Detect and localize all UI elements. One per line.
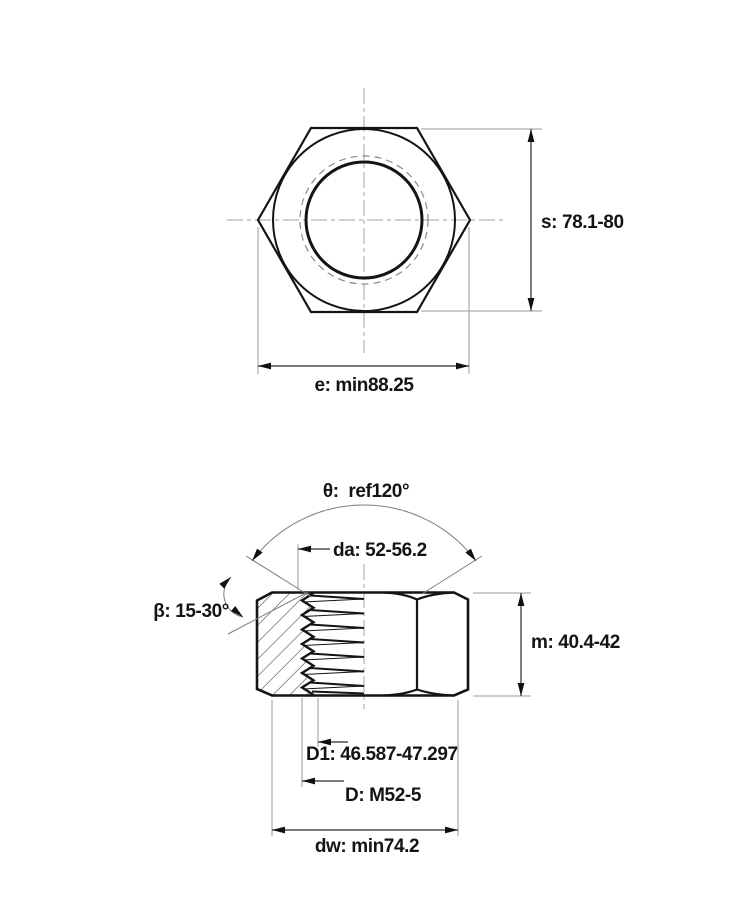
d1-dimension-label: D1: 46.587-47.297: [306, 744, 458, 765]
s-arrow-up: [528, 129, 535, 142]
d-dimension-label: D: M52-5: [345, 785, 421, 806]
da-arrow: [298, 546, 311, 553]
beta-dimension-label: β: 15-30°: [153, 601, 229, 622]
beta-arrow-top: [219, 575, 233, 589]
dimension-da: [298, 540, 427, 590]
da-dimension-label: da: 52-56.2: [333, 540, 427, 561]
dimension-d1: [306, 698, 458, 765]
s-arrow-down: [528, 298, 535, 311]
dw-dimension-label: dw: min74.2: [314, 836, 420, 857]
e-arrow-left: [258, 363, 271, 370]
dw-arrow-right: [445, 827, 458, 834]
m-arrow-up: [518, 593, 525, 606]
dimension-dw: [272, 700, 458, 857]
section-hatch: [257, 593, 314, 696]
theta-leg-right: [422, 556, 482, 594]
e-dimension-label: e: min88.25: [314, 375, 414, 396]
m-dimension-label: m: 40.4-42: [531, 632, 620, 653]
d-arrow: [302, 778, 315, 785]
e-arrow-right: [456, 363, 469, 370]
theta-leg-left: [246, 556, 310, 596]
top-view: [227, 88, 624, 396]
theta-dimension-label: θ: ref120°: [322, 481, 410, 502]
front-section-view: [153, 481, 620, 857]
m-arrow-down: [518, 683, 525, 696]
dw-arrow-left: [272, 827, 285, 834]
dimension-m: [473, 593, 620, 696]
s-dimension-label: s: 78.1-80: [541, 212, 624, 233]
